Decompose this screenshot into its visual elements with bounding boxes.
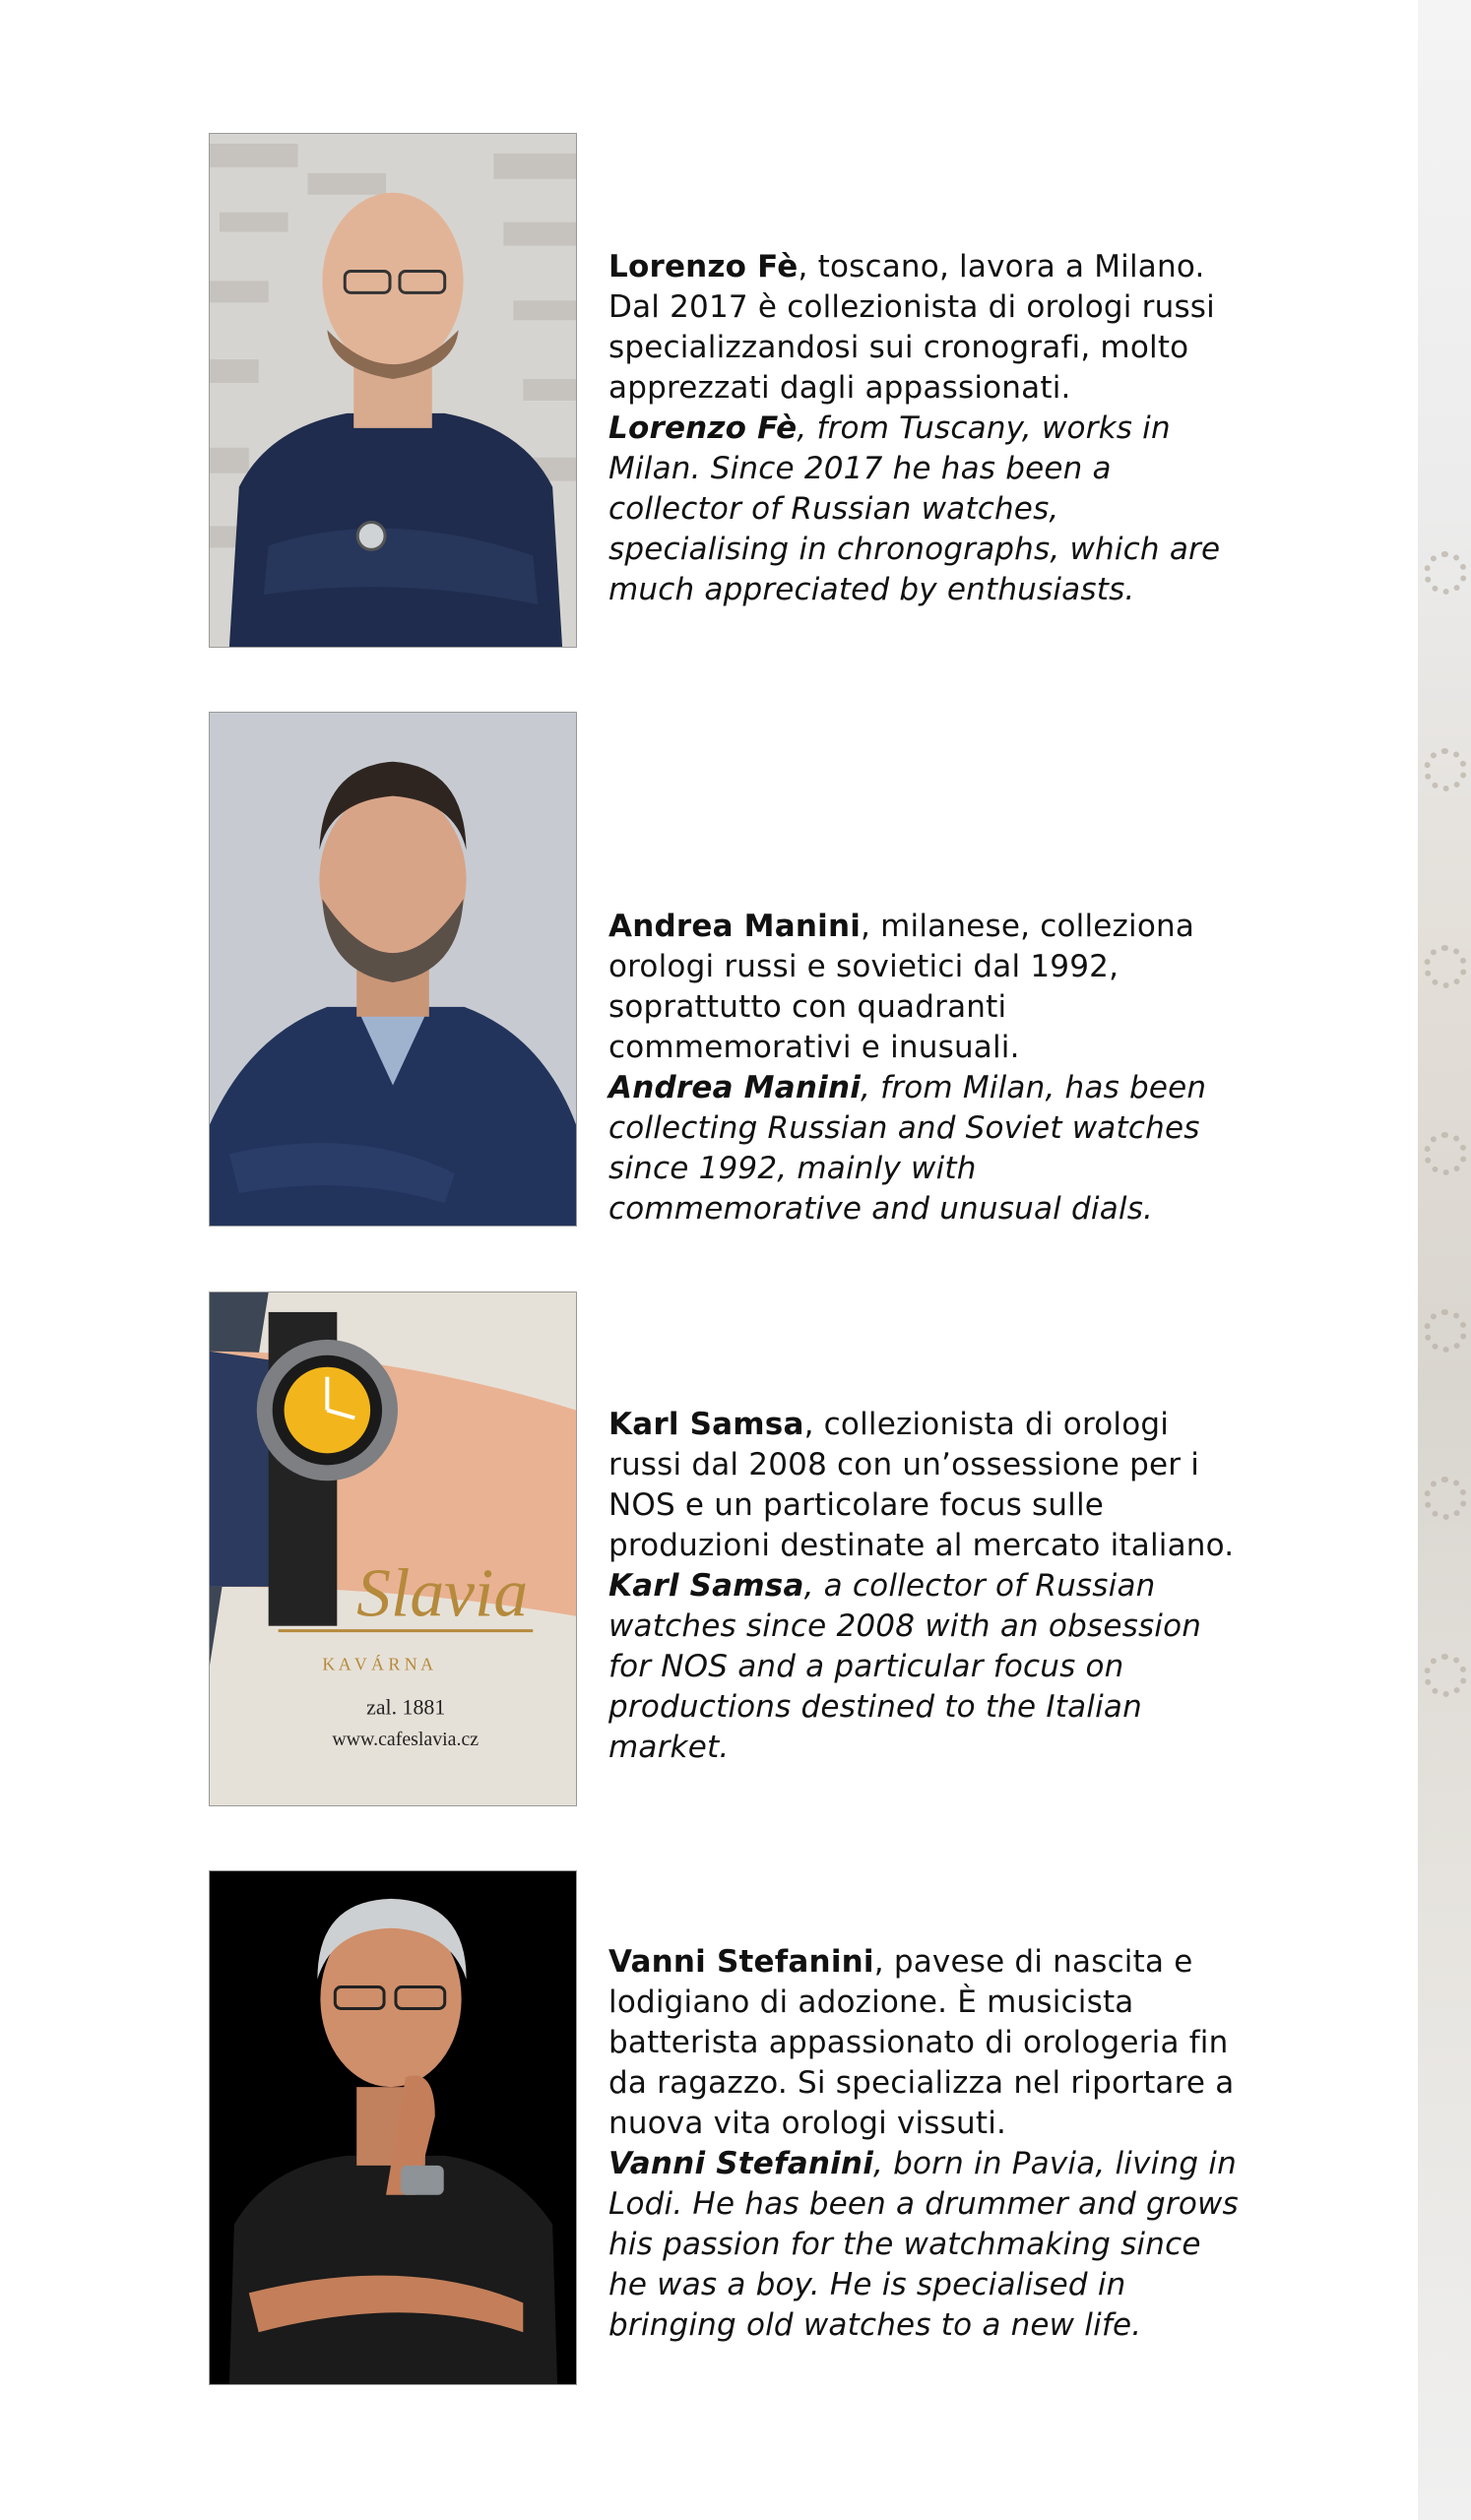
gear-icon bbox=[1424, 551, 1467, 595]
gear-icon bbox=[1424, 1654, 1467, 1697]
person-name: Andrea Manini bbox=[608, 1070, 862, 1105]
napkin-brand: Slavia bbox=[356, 1555, 529, 1632]
person-name: Vanni Stefanini bbox=[608, 2146, 874, 2181]
gear-icon bbox=[1424, 748, 1467, 791]
bio-karl-samsa bbox=[209, 1292, 1233, 1808]
bio-body-it: , toscano, lavora a Milano. Dal 2017 è collezionista di orologi russi specializzandosi sui cronografi, molto apprezzati dagli appassionati. bbox=[608, 249, 1215, 406]
bio-text-italian bbox=[608, 1942, 1239, 2144]
bio-text-italian bbox=[608, 1405, 1239, 1566]
napkin-year: zal. 1881 bbox=[366, 1694, 446, 1720]
person-name: Andrea Manini bbox=[608, 909, 862, 944]
bio-body-it: , collezionista di orologi russi dal 2008 con un’ossessione per i NOS e un particolare focus sulle produzioni destinate al mercato italiano. bbox=[608, 1407, 1235, 1563]
portrait-photo-andrea bbox=[209, 712, 577, 1227]
bio-body-en: , from Milan, has been collecting Russian and Soviet watches since 1992, mainly with commemorative and unusual dials. bbox=[608, 1070, 1207, 1227]
person-name: Karl Samsa bbox=[608, 1407, 804, 1442]
watch-photo-karl bbox=[209, 1292, 577, 1806]
bio-body-en: , a collector of Russian watches since 2008 with an obsession for NOS and a particular focus on productions destined to the Italian market. bbox=[608, 1568, 1202, 1765]
bio-text-italian bbox=[608, 907, 1239, 1068]
gear-icon bbox=[1424, 945, 1467, 988]
bio-body-it: , pavese di nascita e lodigiano di adozione. È musicista batterista appassionato di orologeria fin da ragazzo. Si specializza nel riportare a nuova vita orologi vissuti. bbox=[608, 1944, 1235, 2141]
decorative-side-strip bbox=[1418, 0, 1471, 2520]
bio-text-english bbox=[608, 1566, 1239, 1768]
person-name: Lorenzo Fè bbox=[608, 249, 799, 284]
bio-text-english bbox=[608, 409, 1239, 610]
bio-body-en: , born in Pavia, living in Lodi. He has been a drummer and grows his passion for the watchmaking since he was a boy. He is specialised in bringing old watches to a new life. bbox=[608, 2146, 1239, 2343]
gear-icon bbox=[1424, 1309, 1467, 1353]
bio-body-en: , from Tuscany, works in Milan. Since 2017 he has been a collector of Russian watches, specialising in chronographs, which are much appreciated by enthusiasts. bbox=[608, 410, 1221, 607]
napkin-url: www.cafeslavia.cz bbox=[332, 1729, 480, 1751]
gear-icon bbox=[1424, 1477, 1467, 1520]
napkin-subtitle: K A V Á R N A bbox=[322, 1654, 434, 1674]
bio-body-it: , milanese, colleziona orologi russi e sovietici dal 1992, soprattutto con quadranti commemorativi e inusuali. bbox=[608, 909, 1195, 1065]
portrait-photo-vanni bbox=[209, 1870, 577, 2385]
gear-icon bbox=[1424, 1132, 1467, 1175]
person-name: Karl Samsa bbox=[608, 1568, 804, 1604]
bio-andrea-manini bbox=[209, 712, 1233, 1228]
portrait-photo-lorenzo bbox=[209, 133, 577, 648]
bio-text-english bbox=[608, 1068, 1239, 1229]
person-name: Lorenzo Fè bbox=[608, 410, 798, 446]
bio-text-italian bbox=[608, 247, 1239, 409]
bio-vanni-stefanini bbox=[209, 1870, 1239, 2387]
person-name: Vanni Stefanini bbox=[608, 1944, 874, 1980]
bio-lorenzo-fe bbox=[209, 133, 1233, 650]
bio-text-english bbox=[608, 2144, 1239, 2346]
